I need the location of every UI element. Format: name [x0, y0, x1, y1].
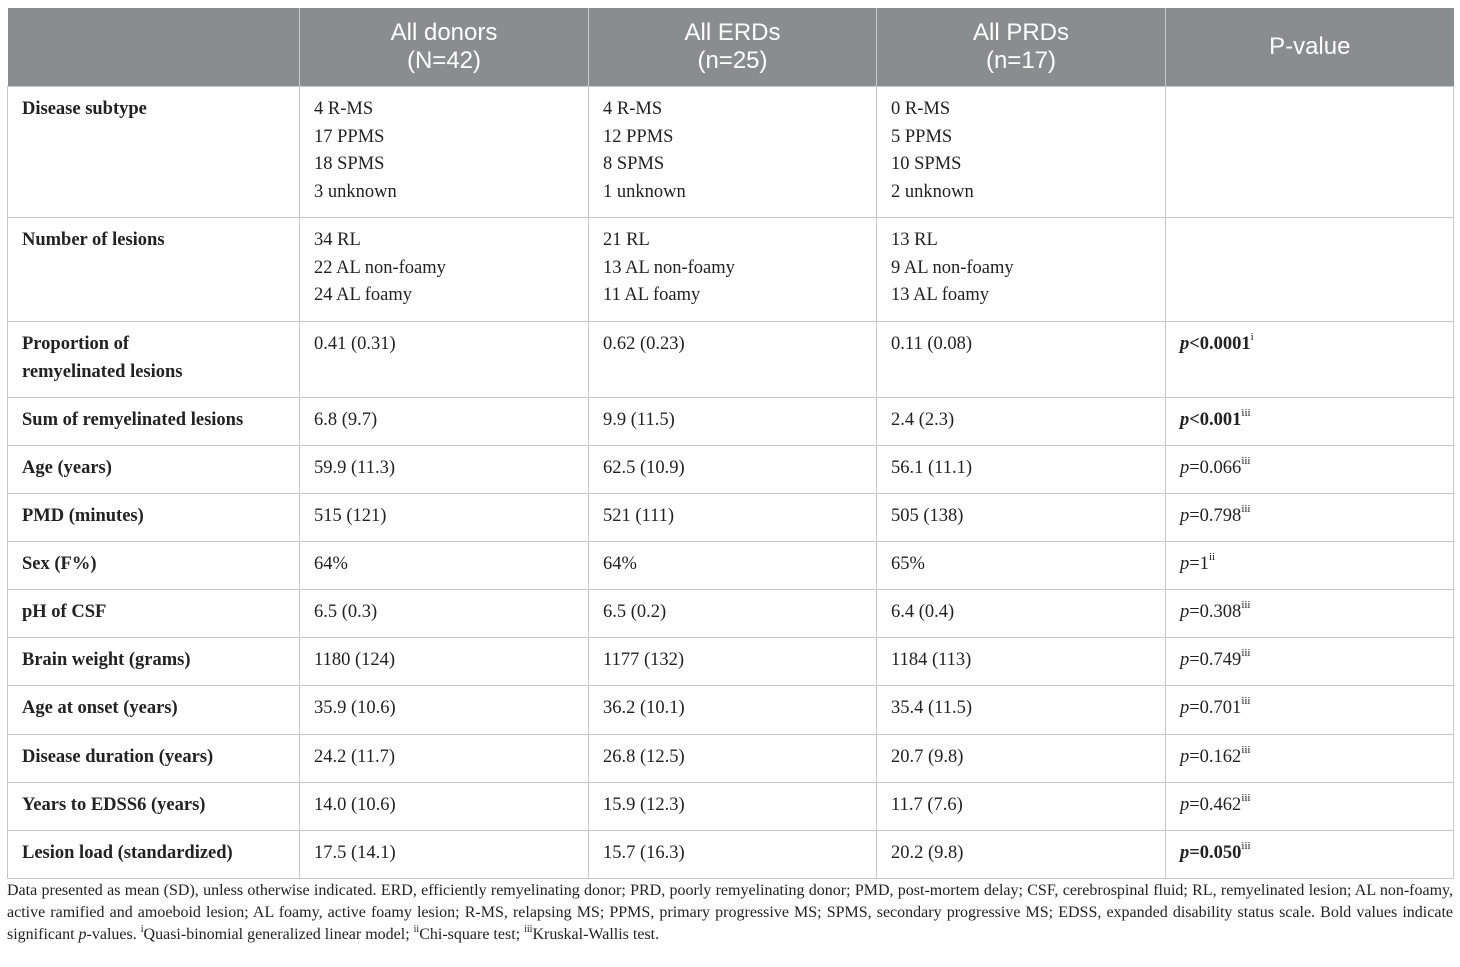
p-value-footnote-marker: iii [1241, 791, 1251, 804]
cell-all-prds-line: 35.4 (11.5) [891, 698, 973, 718]
row-label [8, 831, 300, 879]
cell-all-prds [877, 686, 1166, 735]
cell-p-value: $p=0.798^{iii}$ [1166, 494, 1454, 542]
cell-all-erds-line: 15.9 (12.3) [603, 795, 685, 815]
row-label-line: Lesion load (standardized) [22, 843, 233, 863]
cell-all-donors [300, 218, 589, 322]
cell-all-erds-line: 0.62 (0.23) [603, 334, 685, 354]
cell-all-donors [300, 398, 589, 446]
cell-p-value: $p=1^{ii}$ [1166, 542, 1454, 590]
cell-all-prds-line: 65% [891, 554, 925, 574]
cell-all-prds [877, 831, 1166, 879]
cell-all-donors-line: 18 SPMS [314, 154, 385, 174]
cell-all-erds [589, 783, 877, 831]
row-label-line: Age at onset (years) [22, 698, 178, 718]
cell-all-prds-line: 56.1 (11.1) [891, 458, 973, 478]
cell-all-prds-line: 11.7 (7.6) [891, 795, 963, 815]
row-label [8, 218, 300, 322]
row-label [8, 783, 300, 831]
row-label [8, 494, 300, 542]
cell-all-prds-line: 13 AL foamy [891, 285, 989, 305]
cell-all-donors-line: 35.9 (10.6) [314, 698, 396, 718]
cell-all-erds-line: 1177 (132) [603, 650, 685, 670]
cell-all-prds-line: 1184 (113) [891, 650, 972, 670]
cell-p-value: $p=0.050^{iii}$ [1166, 831, 1454, 879]
table-row [8, 87, 1454, 218]
cell-all-donors-line: 34 RL [314, 230, 361, 250]
row-label [8, 638, 300, 686]
cell-all-erds-line: 15.7 (16.3) [603, 843, 685, 863]
cell-p-value: $p=0.701^{iii}$ [1166, 686, 1454, 735]
p-value-footnote-marker: iii [1241, 454, 1251, 467]
table-body [8, 87, 1454, 879]
cell-all-erds-line: 21 RL [603, 230, 650, 250]
p-value-footnote-marker: iii [1241, 743, 1251, 756]
cell-p-value: $p=0.749^{iii}$ [1166, 638, 1454, 686]
cell-all-donors-line: 17 PPMS [314, 126, 385, 147]
row-label [8, 398, 300, 446]
cell-all-erds [589, 322, 877, 398]
row-label [8, 542, 300, 590]
table-row [8, 735, 1454, 783]
donor-characteristics-table [7, 8, 1454, 879]
row-label [8, 686, 300, 735]
cell-all-erds-line: 521 (111) [603, 506, 675, 526]
cell-p-value: $p<0.0001^i$ [1166, 322, 1454, 398]
p-value-footnote-marker: iii [1241, 502, 1251, 515]
cell-all-donors [300, 322, 589, 398]
cell-all-erds [589, 446, 877, 494]
table-row [8, 398, 1454, 446]
row-label-line: remyelinated lesions [22, 361, 183, 382]
cell-all-erds-line: 62.5 (10.9) [603, 458, 685, 478]
row-label-line: PMD (minutes) [22, 506, 144, 526]
cell-all-erds-line: 13 AL non-foamy [603, 257, 735, 278]
cell-all-erds-line: 11 AL foamy [603, 285, 701, 305]
cell-all-prds-line: 20.2 (9.8) [891, 843, 964, 863]
cell-all-prds [877, 783, 1166, 831]
table-row [8, 542, 1454, 590]
cell-all-prds [877, 398, 1166, 446]
cell-all-donors-line: 17.5 (14.1) [314, 843, 396, 863]
p-value-footnote-marker: iii [1241, 646, 1251, 659]
cell-all-donors-line: 1180 (124) [314, 650, 396, 670]
cell-all-donors [300, 783, 589, 831]
cell-all-prds [877, 87, 1166, 218]
cell-all-donors [300, 446, 589, 494]
table-row [8, 494, 1454, 542]
cell-all-prds [877, 638, 1166, 686]
cell-all-donors-line: 0.41 (0.31) [314, 334, 396, 354]
cell-all-prds-line: 2 unknown [891, 181, 974, 202]
cell-all-erds [589, 87, 877, 218]
cell-all-donors [300, 831, 589, 879]
cell-all-donors-line: 6.8 (9.7) [314, 410, 378, 430]
cell-p-value: $p=0.462^{iii}$ [1166, 783, 1454, 831]
cell-all-donors-line: 24 AL foamy [314, 285, 412, 305]
cell-all-prds-line: 2.4 (2.3) [891, 410, 955, 430]
cell-p-value [1166, 87, 1454, 218]
cell-all-donors [300, 87, 589, 218]
cell-all-donors [300, 686, 589, 735]
cell-all-erds [589, 686, 877, 735]
cell-all-donors-line: 3 unknown [314, 181, 397, 202]
cell-all-donors [300, 590, 589, 638]
cell-all-erds [589, 398, 877, 446]
cell-all-prds-line: 13 RL [891, 230, 938, 250]
row-label-line: Sum of remyelinated lesions [22, 410, 244, 430]
cell-all-prds-line: 0 R-MS [891, 99, 951, 119]
cell-all-erds [589, 218, 877, 322]
p-value-footnote-marker: iii [1241, 598, 1251, 611]
cell-all-erds [589, 590, 877, 638]
cell-all-erds [589, 494, 877, 542]
cell-all-erds [589, 542, 877, 590]
table-footnote: Data presented as mean (SD), unless otherwise indicated. ERD, efficiently remyelinating donor; PRD, poorly remyelinating donor; PMD, post-mortem delay; CSF, cerebrospinal fluid; RL, remyelinated lesion; AL non-foamy, active ramified and amoeboid lesion; AL foamy, active foamy lesion; R-MS, relapsing MS; PPMS, primary progressive MS; SPMS, secondary progressive MS; EDSS, expanded disability status scale. Bold values indicate significant p-values. $^i$Quasi-binomial generalized linear model; $^{ii}$Chi-square test; $^{iii}$Kruskal-Wallis test. [7, 882, 1453, 943]
table-row [8, 638, 1454, 686]
row-label-line: Disease subtype [22, 99, 147, 119]
cell-all-donors [300, 494, 589, 542]
cell-all-prds [877, 590, 1166, 638]
cell-all-prds [877, 542, 1166, 590]
table-row [8, 783, 1454, 831]
header-all-erds: All ERDs (n=25) [589, 8, 877, 87]
cell-all-prds [877, 735, 1166, 783]
cell-all-donors-line: 6.5 (0.3) [314, 602, 378, 622]
cell-all-donors-line: 4 R-MS [314, 99, 374, 119]
cell-all-erds [589, 735, 877, 783]
table-row [8, 590, 1454, 638]
row-label [8, 590, 300, 638]
cell-all-erds-line: 36.2 (10.1) [603, 698, 685, 718]
cell-all-prds [877, 446, 1166, 494]
p-value-footnote-marker: i [1250, 330, 1254, 343]
p-value-footnote-marker: iii [1241, 694, 1251, 707]
cell-all-erds-line: 26.8 (12.5) [603, 747, 685, 767]
cell-all-donors-line: 59.9 (11.3) [314, 458, 396, 478]
row-label-line: pH of CSF [22, 602, 107, 622]
header-blank [8, 8, 300, 87]
table-row [8, 686, 1454, 735]
cell-all-prds [877, 218, 1166, 322]
cell-all-donors-line: 24.2 (11.7) [314, 747, 396, 767]
table-row [8, 446, 1454, 494]
table-row [8, 322, 1454, 398]
row-label-line: Age (years) [22, 458, 112, 478]
row-label-line: Years to EDSS6 (years) [22, 795, 206, 815]
cell-p-value [1166, 218, 1454, 322]
cell-all-erds-line: 9.9 (11.5) [603, 410, 675, 430]
cell-all-donors-line: 22 AL non-foamy [314, 257, 446, 278]
cell-all-donors [300, 638, 589, 686]
row-label-line: Number of lesions [22, 230, 165, 250]
row-label [8, 87, 300, 218]
cell-all-erds [589, 638, 877, 686]
row-label [8, 735, 300, 783]
row-label-line: Proportion of [22, 334, 130, 354]
table-row [8, 831, 1454, 879]
cell-all-erds-line: 64% [603, 554, 637, 574]
cell-all-donors [300, 542, 589, 590]
cell-p-value: $p=0.162^{iii}$ [1166, 735, 1454, 783]
row-label-line: Disease duration (years) [22, 747, 214, 767]
cell-p-value: $p=0.066^{iii}$ [1166, 446, 1454, 494]
cell-all-erds-line: 12 PPMS [603, 126, 674, 147]
p-value-footnote-marker: iii [1241, 839, 1251, 852]
header-all-prds: All PRDs (n=17) [877, 8, 1166, 87]
cell-all-erds-line: 6.5 (0.2) [603, 602, 667, 622]
cell-all-prds-line: 0.11 (0.08) [891, 334, 973, 354]
cell-p-value: $p<0.001^{iii}$ [1166, 398, 1454, 446]
header-all-donors: All donors (N=42) [300, 8, 589, 87]
cell-all-prds-line: 5 PPMS [891, 126, 953, 147]
cell-p-value: $p=0.308^{iii}$ [1166, 590, 1454, 638]
cell-all-erds-line: 8 SPMS [603, 154, 665, 174]
cell-all-donors-line: 515 (121) [314, 506, 387, 526]
row-label-line: Sex (F%) [22, 554, 97, 574]
p-value-footnote-marker: iii [1241, 406, 1251, 419]
row-label-line: Brain weight (grams) [22, 650, 191, 670]
cell-all-donors-line: 64% [314, 554, 348, 574]
cell-all-donors-line: 14.0 (10.6) [314, 795, 396, 815]
row-label [8, 446, 300, 494]
row-label [8, 322, 300, 398]
table-container [7, 8, 1453, 879]
table-header [8, 8, 1454, 87]
cell-all-prds-line: 10 SPMS [891, 154, 962, 174]
cell-all-erds-line: 4 R-MS [603, 99, 663, 119]
header-p-value: P-value [1166, 8, 1454, 87]
cell-all-donors [300, 735, 589, 783]
cell-all-prds [877, 322, 1166, 398]
cell-all-prds-line: 505 (138) [891, 506, 964, 526]
cell-all-prds-line: 9 AL non-foamy [891, 257, 1014, 278]
cell-all-erds-line: 1 unknown [603, 181, 686, 202]
p-value-footnote-marker: ii [1208, 550, 1216, 563]
cell-all-prds [877, 494, 1166, 542]
cell-all-prds-line: 20.7 (9.8) [891, 747, 964, 767]
table-row [8, 218, 1454, 322]
cell-all-erds [589, 831, 877, 879]
cell-all-prds-line: 6.4 (0.4) [891, 602, 955, 622]
